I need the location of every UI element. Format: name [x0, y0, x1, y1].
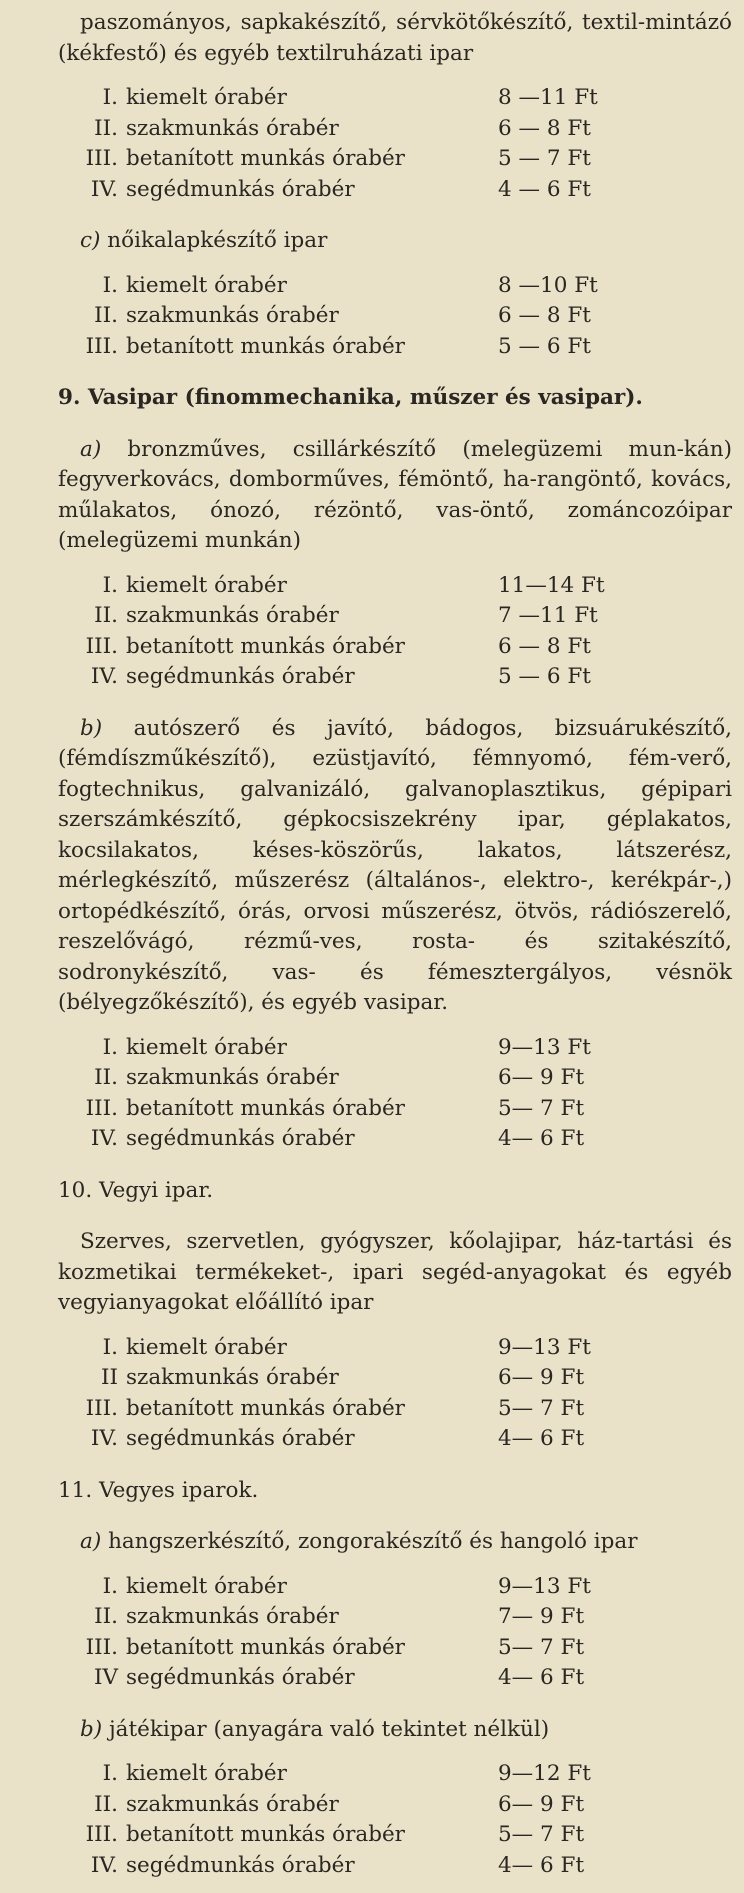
paragraph-text: játékipar (anyagára való tekintet nélkül) — [109, 1716, 550, 1742]
section-heading: 9. Vasipar (finommechanika, műszer és vasipar). — [58, 385, 643, 410]
spacer — [58, 1558, 732, 1572]
wage-row — [58, 1663, 732, 1694]
wage-category-label: kiemelt órabér — [126, 1573, 287, 1599]
wage-category-number: III. — [85, 146, 118, 171]
wage-row — [58, 1363, 732, 1394]
paragraph-text: bronzműves, csillárkészítő (melegüzemi mun-kán) fegyverkovács, domborműves, fémöntő, ha-rangöntő, kovács, műlakatos, ónozó, rézöntő, vas-öntő, zománcozóipar (melegüzemi munkán) — [58, 436, 732, 553]
wage-row — [58, 1124, 732, 1155]
subsection-label: a) — [80, 436, 102, 462]
spacer — [58, 205, 732, 226]
subsection-text — [58, 1715, 732, 1746]
wage-value: 6— 9 Ft — [498, 1365, 585, 1390]
wage-category-label: betanított munkás órabér — [126, 633, 405, 659]
wage-row — [58, 1063, 732, 1094]
spacer — [58, 1319, 732, 1333]
wage-value: 6 — 8 Ft — [498, 633, 591, 659]
wage-category-label: szakmunkás órabér — [126, 1604, 339, 1629]
wage-category-label: betanított munkás órabér — [126, 1822, 405, 1847]
wage-row — [58, 1333, 732, 1364]
subsection-label: c) — [80, 228, 101, 253]
wage-category-number: II. — [94, 1791, 118, 1817]
wage-table — [58, 83, 732, 205]
wage-category-number: III. — [85, 1634, 118, 1660]
wage-category-number: I. — [102, 85, 118, 110]
paragraph — [58, 1227, 732, 1319]
wage-row — [58, 301, 732, 332]
wage-category-number: II. — [94, 1604, 118, 1629]
wage-category-label: szakmunkás órabér — [126, 303, 339, 328]
wage-category-number: II. — [94, 115, 118, 141]
wage-category-number: III. — [85, 333, 118, 359]
wage-value: 6— 9 Ft — [498, 1065, 585, 1090]
wage-category-number: I. — [102, 572, 118, 598]
wage-category-number: IV. — [90, 664, 118, 689]
wage-category-number: I. — [102, 1334, 118, 1360]
wage-row — [58, 175, 732, 206]
wage-value: 4— 6 Ft — [498, 1426, 585, 1451]
wage-value: 5 — 6 Ft — [498, 664, 591, 689]
subsection-text — [58, 226, 732, 257]
wage-row — [58, 1851, 732, 1882]
paragraph-text: paszományos, sapkakészítő, sérvkötőkészítő, textil-mintázó (kékfestő) és egyéb textilruházati ipar — [58, 10, 732, 66]
spacer — [58, 1206, 732, 1227]
wage-category-number: II — [101, 1365, 118, 1390]
subsection-text — [58, 1527, 732, 1558]
wage-category-number: IV. — [90, 176, 118, 202]
subsection-text — [58, 714, 732, 1019]
subsection-label: b) — [80, 715, 103, 741]
wage-value: 8 —11 Ft — [498, 85, 598, 110]
wage-row — [58, 662, 732, 693]
wage-table — [58, 1572, 732, 1694]
wage-value: 6— 9 Ft — [498, 1791, 585, 1817]
wage-category-number: I. — [102, 272, 118, 298]
wage-category-number: I. — [102, 1761, 118, 1786]
wage-category-number: III. — [85, 1822, 118, 1847]
spacer — [58, 362, 732, 383]
wage-row — [58, 1790, 732, 1821]
wage-category-number: III. — [85, 1095, 118, 1121]
wage-value: 9—13 Ft — [498, 1334, 591, 1360]
wage-category-number: I. — [102, 1573, 118, 1599]
wage-value: 7 —11 Ft — [498, 603, 598, 628]
wage-value: 6 — 8 Ft — [498, 115, 591, 141]
wage-row — [58, 1820, 732, 1851]
wage-category-label: betanított munkás órabér — [126, 1095, 405, 1121]
spacer — [58, 69, 732, 83]
wage-category-label: szakmunkás órabér — [126, 603, 339, 628]
wage-category-number: II. — [94, 1065, 118, 1090]
wage-row — [58, 1424, 732, 1455]
subsection-label: a) — [80, 1529, 102, 1554]
wage-value: 4— 6 Ft — [498, 1852, 585, 1878]
wage-category-label: segédmunkás órabér — [126, 1665, 355, 1690]
wage-row — [58, 1033, 732, 1064]
paragraph-text: autószerő és javító, bádogos, bizsuárukészítő, (fémdíszműkészítő), ezüstjavító, fémnyomó, fém-verő, fogtechnikus, galvanizáló, galvanoplasztikus, gépipari szerszámkészítő, gépkocsiszekrény ipar, géplakatos, kocsilakatos, késes-köszörűs, lakatos, látszerész, mérlegkészítő, műszerész (általános-, elektro-, kerékpár-,) ortopédkészítő, órás, orvosi műszerész, ötvös, rádiószerelő, reszelővágó, rézmű-ves, rosta- és szitakészítő, sodronykészítő, vas- és fémesztergályos, vésnök (bélyegzőkészítő), és egyéb vasipar. — [58, 715, 732, 1015]
wage-row — [58, 1633, 732, 1664]
wage-category-label: segédmunkás órabér — [126, 176, 355, 202]
spacer — [58, 693, 732, 714]
wage-row — [58, 1394, 732, 1425]
spacer — [58, 1506, 732, 1527]
wage-row — [58, 571, 732, 602]
wage-category-label: betanított munkás órabér — [126, 1395, 405, 1421]
wage-row — [58, 1572, 732, 1603]
wage-row — [58, 144, 732, 175]
wage-table — [58, 271, 732, 363]
wage-category-label: kiemelt órabér — [126, 1034, 287, 1060]
wage-value: 4— 6 Ft — [498, 1126, 585, 1151]
subsection-label: b) — [80, 1716, 103, 1742]
wage-category-number: IV — [93, 1665, 118, 1690]
wage-category-label: kiemelt órabér — [126, 272, 287, 298]
spacer — [58, 1745, 732, 1759]
wage-category-label: segédmunkás órabér — [126, 1852, 355, 1878]
wage-category-label: kiemelt órabér — [126, 1761, 287, 1786]
wage-category-label: kiemelt órabér — [126, 1334, 287, 1360]
paragraph — [58, 8, 732, 69]
wage-value: 5 — 7 Ft — [498, 146, 591, 171]
wage-category-label: szakmunkás órabér — [126, 115, 339, 141]
wage-category-number: III. — [85, 1395, 118, 1421]
wage-category-label: segédmunkás órabér — [126, 1126, 355, 1151]
subsection-text — [58, 435, 732, 557]
wage-category-number: I. — [102, 1034, 118, 1060]
wage-category-number: III. — [85, 633, 118, 659]
wage-value: 4— 6 Ft — [498, 1665, 585, 1690]
paragraph-text: hangszerkészítő, zongorakészítő és hangoló ipar — [108, 1529, 638, 1554]
wage-table — [58, 1759, 732, 1881]
wage-category-label: betanított munkás órabér — [126, 146, 405, 171]
wage-value: 9—13 Ft — [498, 1573, 591, 1599]
wage-value: 5— 7 Ft — [498, 1634, 585, 1660]
wage-row — [58, 1602, 732, 1633]
wage-value: 5— 7 Ft — [498, 1822, 585, 1847]
paragraph-text: Szerves, szervetlen, gyógyszer, kőolajipar, ház-tartási és kozmetikai termékeket-, ipari segéd-anyagokat és egyéb vegyianyagokat előállító ipar — [58, 1229, 732, 1315]
wage-category-label: betanított munkás órabér — [126, 333, 405, 359]
wage-category-number: IV. — [90, 1426, 118, 1451]
wage-category-number: II. — [94, 303, 118, 328]
wage-category-label: segédmunkás órabér — [126, 664, 355, 689]
wage-category-label: kiemelt órabér — [126, 85, 287, 110]
wage-table — [58, 1333, 732, 1455]
wage-row — [58, 601, 732, 632]
wage-row — [58, 114, 732, 145]
wage-value: 4 — 6 Ft — [498, 176, 591, 202]
wage-category-label: szakmunkás órabér — [126, 1365, 339, 1390]
wage-value: 7— 9 Ft — [498, 1604, 585, 1629]
spacer — [58, 1455, 732, 1476]
wage-table — [58, 1033, 732, 1155]
wage-value: 5— 7 Ft — [498, 1395, 585, 1421]
section-heading: 10. Vegyi ipar. — [58, 1177, 214, 1203]
wage-value: 5— 7 Ft — [498, 1095, 585, 1121]
paragraph-text: nőikalapkészítő ipar — [107, 228, 328, 253]
wage-category-label: kiemelt órabér — [126, 572, 287, 598]
spacer — [58, 257, 732, 271]
spacer — [58, 557, 732, 571]
wage-row — [58, 632, 732, 663]
wage-value: 8 —10 Ft — [498, 272, 598, 298]
wage-row — [58, 332, 732, 363]
section-heading: 11. Vegyes iparok. — [58, 1477, 259, 1503]
spacer — [58, 1694, 732, 1715]
wage-category-label: betanított munkás órabér — [126, 1634, 405, 1660]
wage-row — [58, 83, 732, 114]
wage-category-label: segédmunkás órabér — [126, 1426, 355, 1451]
wage-category-label: szakmunkás órabér — [126, 1065, 339, 1090]
wage-row — [58, 1094, 732, 1125]
wage-category-number: IV. — [90, 1852, 118, 1878]
wage-value: 5 — 6 Ft — [498, 333, 591, 359]
wage-value: 9—13 Ft — [498, 1034, 591, 1060]
wage-value: 9—12 Ft — [498, 1761, 591, 1786]
spacer — [58, 414, 732, 435]
spacer — [58, 1019, 732, 1033]
wage-category-number: IV. — [90, 1126, 118, 1151]
wage-value: 11—14 Ft — [498, 572, 605, 598]
wage-table — [58, 571, 732, 693]
spacer — [58, 1155, 732, 1176]
wage-value: 6 — 8 Ft — [498, 303, 591, 328]
wage-category-label: szakmunkás órabér — [126, 1791, 339, 1817]
wage-row — [58, 271, 732, 302]
wage-category-number: II. — [94, 603, 118, 628]
wage-row — [58, 1759, 732, 1790]
